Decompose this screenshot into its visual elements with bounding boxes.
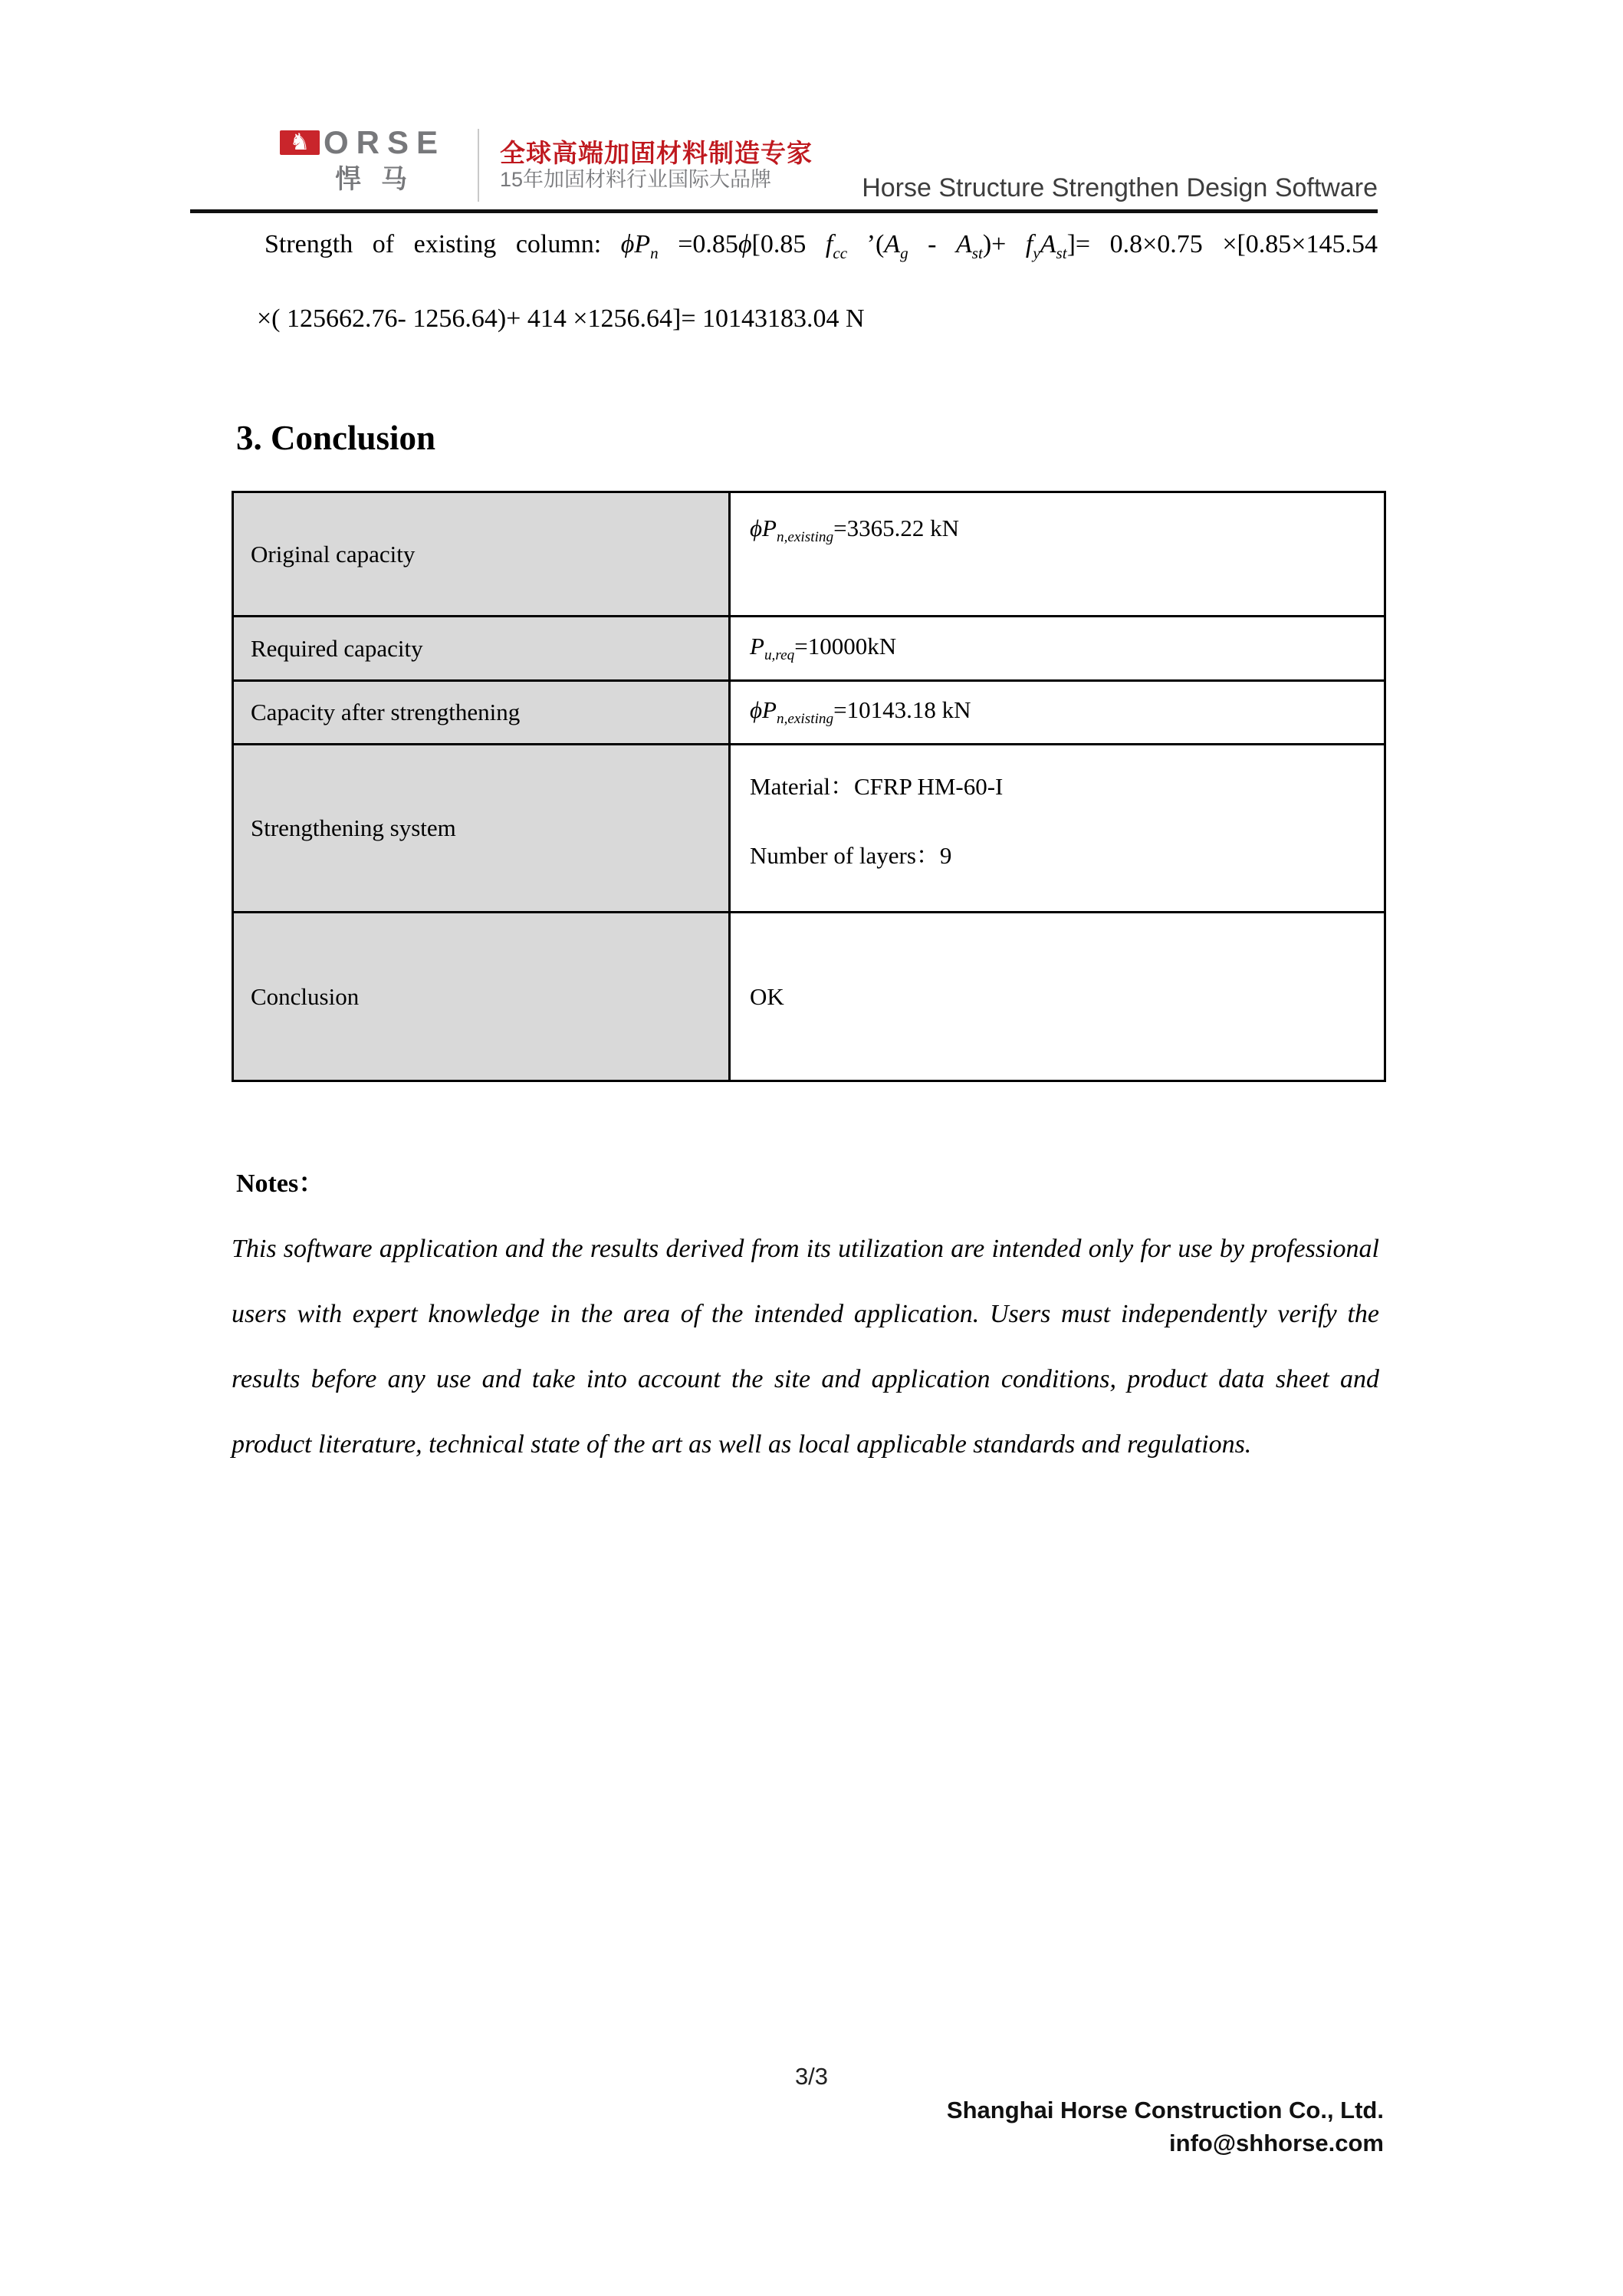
logo-tagline-sub: 15年加固材料行业国际大品牌 (500, 168, 772, 191)
header-divider-line (190, 209, 1378, 213)
table-row-required-capacity (233, 617, 1385, 681)
footer-company-name: Shanghai Horse Construction Co., Ltd. (946, 2097, 1384, 2123)
horse-head-icon (280, 130, 320, 155)
row-label: Capacity after strengthening (233, 681, 730, 745)
row-label: Original capacity (233, 492, 730, 617)
page-number: 3/3 (794, 2063, 829, 2090)
conclusion-table (232, 491, 1386, 1082)
layers-line: Number of layers：9 (750, 842, 952, 869)
notes-paragraph: This software application and the results derived from its utilization are intended only for use by professional users with expert knowledge in the area of the intended application. Users must independently verify the results before any use and take into account the site and application conditions, product data sheet and product literature, technical state of the art as well as local applicable standards and regulations. (232, 1235, 1379, 1459)
section-heading-conclusion: 3. Conclusion (236, 419, 436, 457)
row-label: Required capacity (233, 617, 730, 681)
table-row-original-capacity (233, 492, 1385, 617)
material-line: Material：CFRP HM-60-I (750, 773, 1004, 800)
row-value (730, 745, 1385, 913)
horse-logo (280, 124, 446, 160)
logo-chinese-name: 悍马 (335, 165, 427, 194)
formula-line-1: Strength of existing column: $\phi P_n =0.85\phi[0.85$ $f_{cc}$ $’(A_g - A_{st})+ f_yA_{st}]= 0.8\times 0.75 \times[0.85\times 145.54$ (264, 230, 1378, 262)
notes-heading: Notes： (236, 1169, 325, 1198)
table-row-conclusion (233, 913, 1385, 1081)
logo-tagline-main: 全球高端加固材料制造专家 (500, 139, 813, 167)
logo-wordmark: ORSE (324, 124, 446, 160)
formula-line-2: ×( 125662.76- 1256.64)+ 414 ×1256.64]= 10143183.04 N (257, 304, 865, 333)
row-value: OK (730, 913, 1385, 1081)
row-label: Conclusion (233, 913, 730, 1081)
app-title: Horse Structure Strengthen Design Software (862, 173, 1378, 202)
row-value: $P_{u,req}=10000kN$ (730, 617, 1385, 681)
footer-email: info@shhorse.com (1169, 2130, 1384, 2156)
table-row-capacity-after-strengthening (233, 681, 1385, 745)
knight-glyph: ♞ (289, 129, 310, 156)
row-value: $\phi P_{n,existing}=3365.22$ kN (730, 492, 1385, 617)
row-label: Strengthening system (233, 745, 730, 913)
logo-divider (478, 129, 479, 202)
table-row-strengthening-system (233, 745, 1385, 913)
row-value: $\phi P_{n,existing}=10143.18$ kN (730, 681, 1385, 745)
